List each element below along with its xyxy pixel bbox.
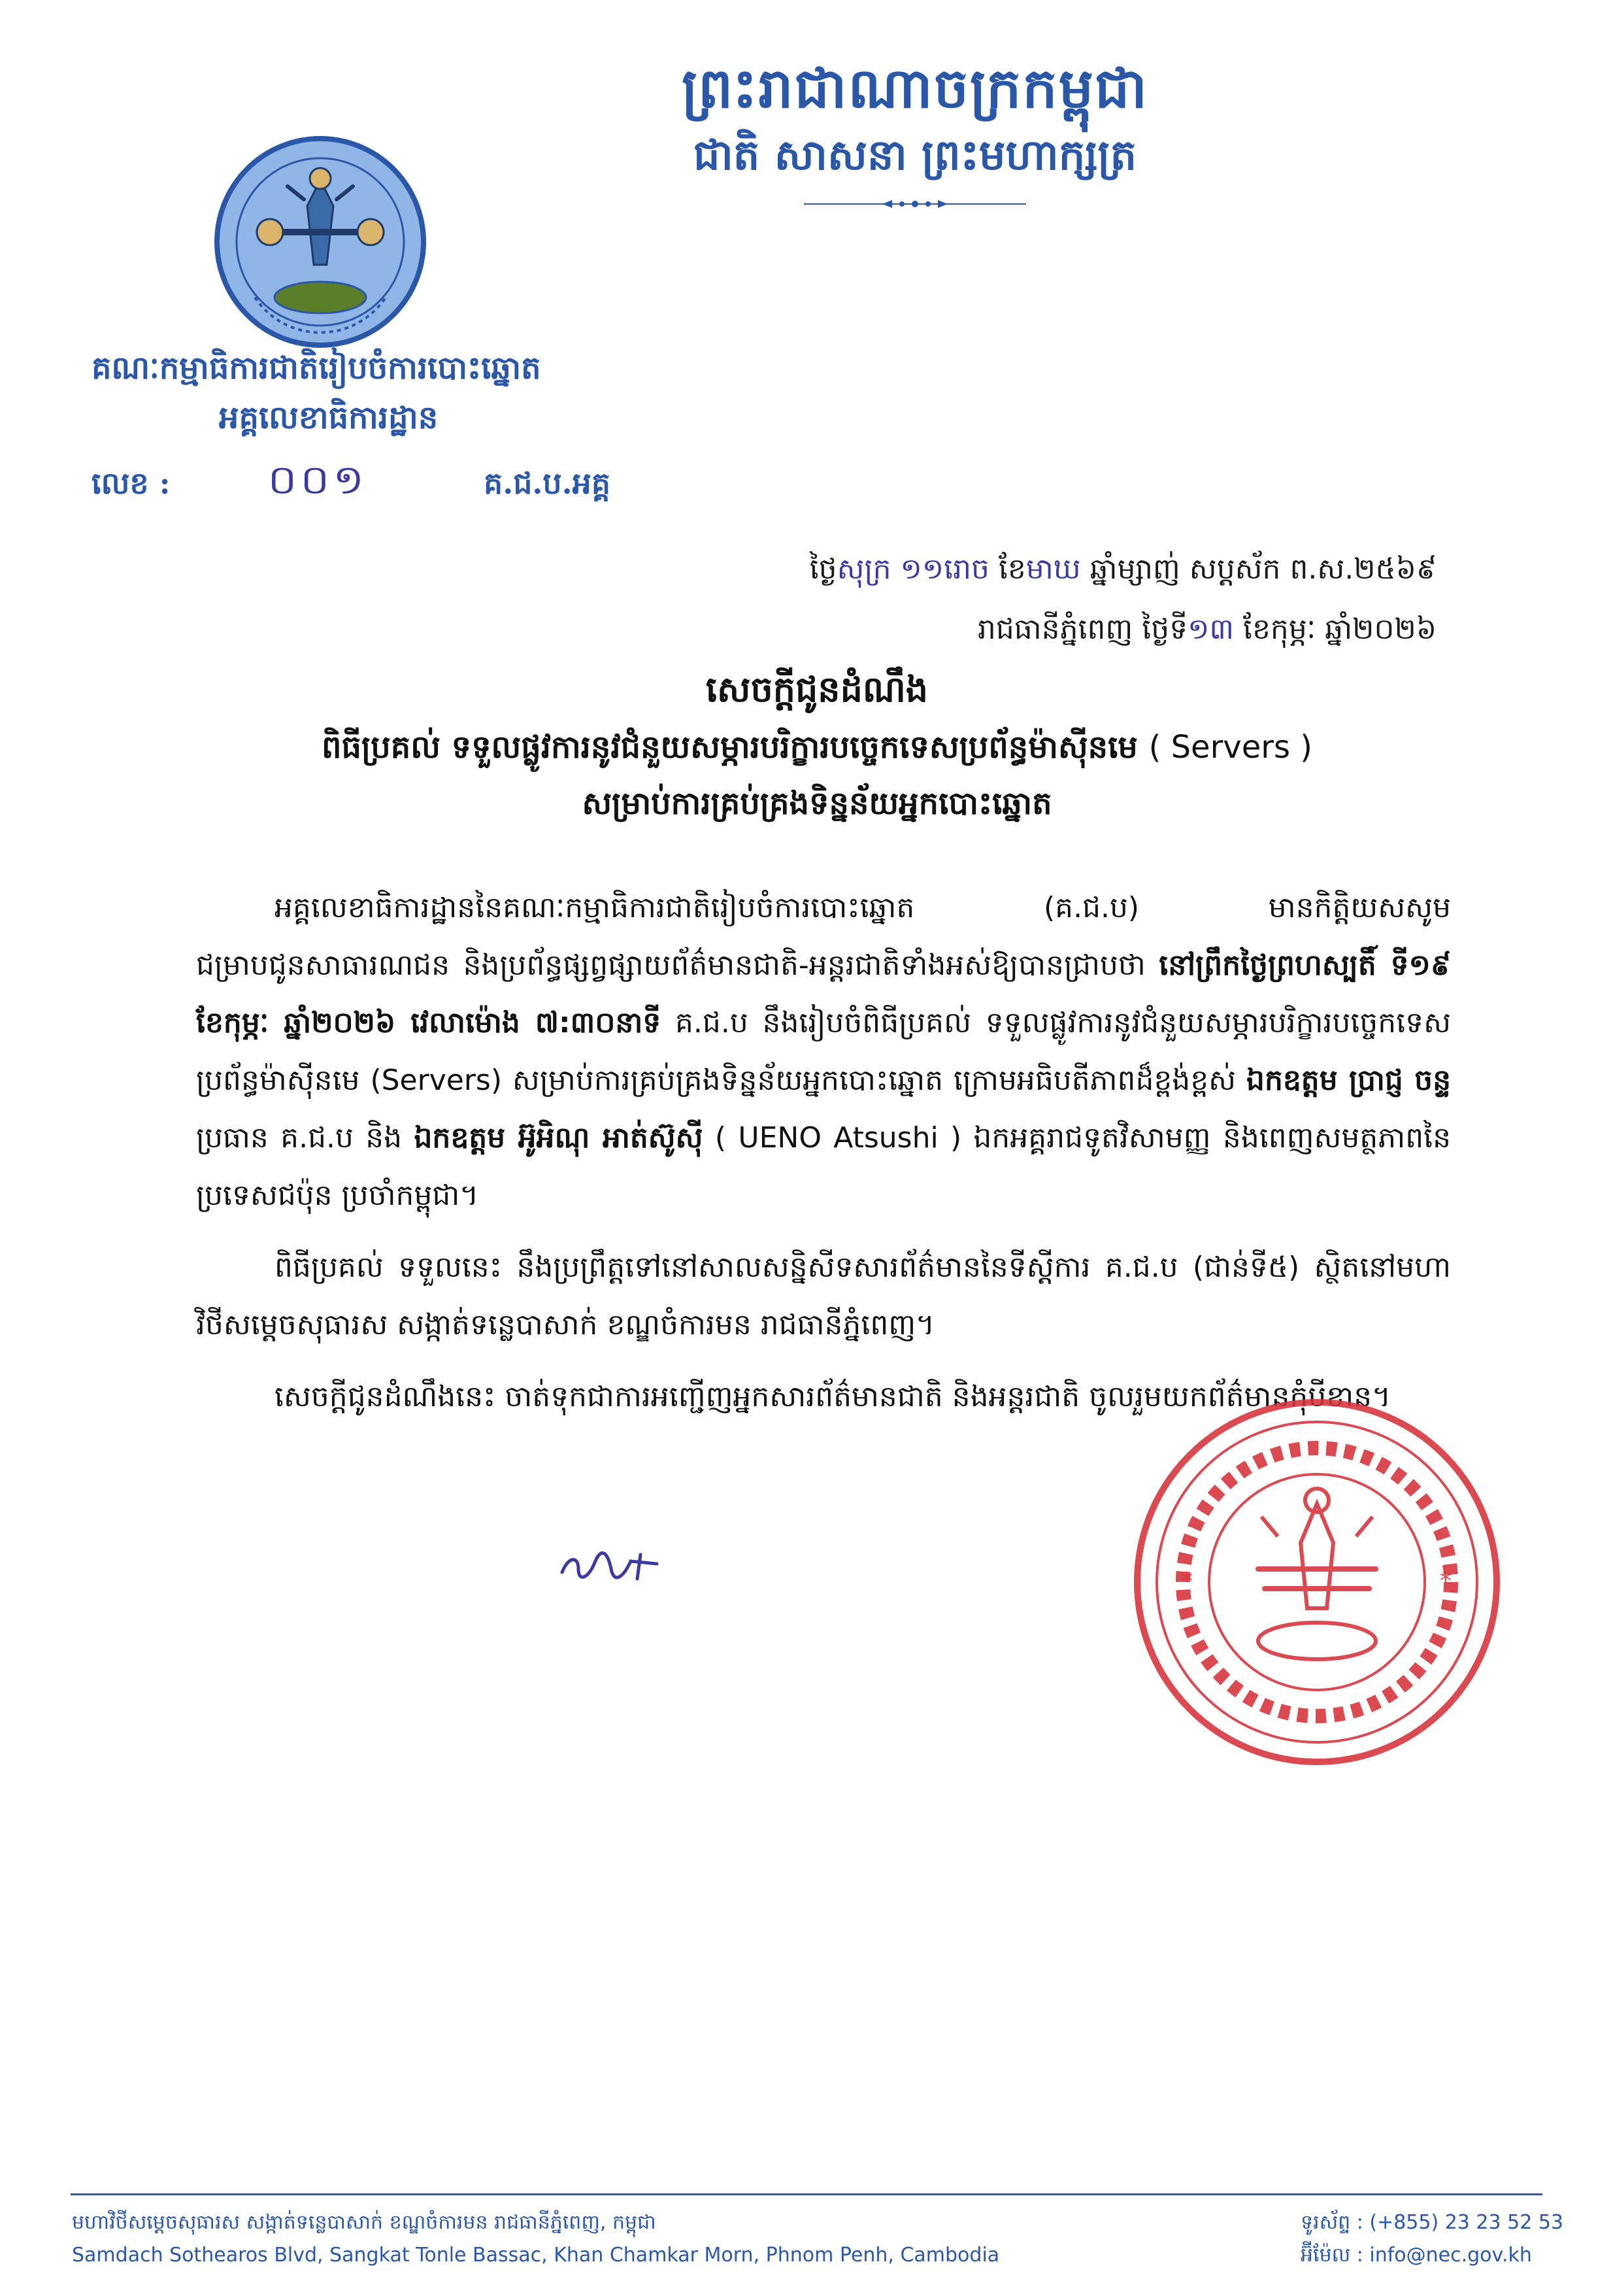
footer-address-english: Samdach Sothearos Blvd, Sangkat Tonle Bassac, Khan Chamkar Morn, Phnom Penh, Cambodia (72, 2244, 1000, 2267)
paragraph-1-d: ( UENO Atsushi ) ឯកអគ្គរាជទូតវិសាមញ្ញ និងពេញសមត្ថភាពនៃប្រទេសជប៉ុន ប្រចាំកម្ពុជា។ (196, 1121, 1452, 1212)
paragraph-3: សេចក្តីជូនដំណឹងនេះ ចាត់ទុកជាការអញ្ជើញអ្នកសារព័ត៌មានជាតិ និងអន្តរជាតិ ចូលរួមយកព័ត៌មានកុំបីខាន។ (274, 1380, 1391, 1413)
solar-day: ១៣ (1188, 613, 1235, 646)
title-block (157, 660, 1477, 832)
svg-text:*: * (1440, 1568, 1452, 1595)
lunar-date-prefix: ថ្ងៃ (809, 552, 837, 586)
solar-date (810, 599, 1437, 660)
lunar-day-handwritten: សុក្រ ១១រោច (837, 552, 989, 586)
footer-email-row (1301, 2239, 1563, 2272)
footer-phone-row (1301, 2206, 1563, 2239)
paragraph-1-president: ឯកឧត្តម ប្រាជ្ញ ចន្ទ (1246, 1064, 1451, 1097)
date-block (810, 539, 1437, 660)
footer-contact (1301, 2206, 1563, 2272)
solar-date-prefix: រាជធានីភ្នំពេញ ថ្ងៃទី (977, 613, 1188, 646)
footer-address (72, 2206, 999, 2272)
paragraph-1-c: ប្រធាន គ.ជ.ប និង (196, 1121, 403, 1155)
footer-email-label: អ៊ីម៉ែល : (1301, 2244, 1370, 2267)
ornament-divider-icon (804, 196, 1026, 212)
svg-text:*: * (1181, 1568, 1193, 1595)
nec-emblem-icon (212, 134, 428, 350)
document-body (196, 879, 1451, 1426)
paragraph-1 (196, 879, 1451, 1224)
lunar-date (810, 539, 1437, 599)
paragraph-1-datetime: នៅព្រឹកថ្ងៃព្រហស្បតិ៍ ទី១៩ ខែកុម្ភៈ ឆ្នាំ២០២៦ វេលាម៉ោង ៧:៣០នាទី (196, 949, 1451, 1039)
document-title: សេចក្តីជូនដំណឹង (705, 669, 929, 710)
document-subtitle-line-1 (157, 719, 1477, 775)
paragraph-2: ពិធីប្រគល់ ទទួលនេះ នឹងប្រព្រឹត្តទៅនៅសាលសន្និសីទសារព័ត៌មាននៃទីស្តីការ គ.ជ.ប (ជាន់ទី៥) ស្ថិតនៅមហាវិថីសម្តេចសុធារស សង្កាត់ទន្លេបាសាក់ ខណ្ឌចំការមន រាជធានីភ្នំពេញ។ (196, 1251, 1451, 1342)
reference-suffix: គ.ជ.ប.អគ្គ (484, 465, 611, 501)
lunar-month-label: ខែ (998, 552, 1026, 586)
footer-phone-label: ទូរស័ព្ទ : (1301, 2211, 1370, 2234)
reference-row (91, 454, 610, 514)
footer-address-khmer: មហាវិថីសម្តេចសុធារស សង្កាត់ទន្លេបាសាក់ ខណ្ឌចំការមន រាជធានីភ្នំពេញ, កម្ពុជា (72, 2211, 656, 2234)
paragraph-1-ambassador: ឯកឧត្តម អ៊ូអិណុ អាត់ស៊ូស៊ី (414, 1121, 703, 1155)
lunar-year: ឆ្នាំម្សាញ់ សប្តស័ក ព.ស.២៥៦៩ (1089, 552, 1437, 586)
kingdom-motto: ជាតិ សាសនា ព្រះមហាក្សត្រ (693, 131, 1137, 180)
lunar-month: មាឃ (1025, 552, 1081, 586)
institution-department: អគ្គលេខាធិការដ្ឋាន (219, 399, 439, 436)
footer-email[interactable]: info@nec.gov.kh (1369, 2244, 1532, 2267)
footer-phone: (+855) 23 23 52 53 (1369, 2211, 1564, 2234)
kingdom-header (588, 52, 1242, 214)
paragraph-1-a: អគ្គលេខាធិការដ្ឋាននៃគណៈកម្មាធិការជាតិរៀបចំការបោះឆ្នោត (គ.ជ.ប) មានកិត្តិយសសូមជម្រាបជូនសាធារណជន និងប្រព័ន្ធផ្សព្វផ្សាយព័ត៌មានជាតិ-អន្តរជាតិទាំងអស់ឱ្យបានជ្រាបថា (196, 891, 1451, 982)
document-subtitle-line-2: សម្រាប់ការគ្រប់គ្រងទិន្នន័យអ្នកបោះឆ្នោត (582, 785, 1052, 822)
initials-scribble-icon (559, 1549, 663, 1582)
official-seal-icon (1127, 1393, 1506, 1772)
reference-number: ០០១ (268, 456, 368, 503)
institution-name: គណៈកម្មាធិការជាតិរៀបចំការបោះឆ្នោត (91, 350, 541, 386)
paragraph-1-b: គ.ជ.ប នឹងរៀបចំពិធីប្រគល់ ទទួលផ្លូវការនូវជំនួយសម្ភារបរិក្ខារបច្ចេកទេសប្រព័ន្ធម៉ាស៊ីនមេ (Servers) សម្រាប់ការគ្រប់គ្រងទិន្នន័យអ្នកបោះឆ្នោត ក្រោមអធិបតីភាពដ៏ខ្ពង់ខ្ពស់ (196, 1006, 1451, 1097)
subtitle-khmer: ពិធីប្រគល់ ទទួលផ្លូវការនូវជំនួយសម្ភារបរិក្ខារបច្ចេកទេសប្រព័ន្ធម៉ាស៊ីនមេ (322, 729, 1138, 766)
footer-divider (71, 2193, 1542, 2195)
solar-date-rest: ខែកុម្ភៈ ឆ្នាំ២០២៦ (1243, 613, 1437, 646)
kingdom-title: ព្រះរាជាណាចក្រកម្ពុជា (681, 56, 1149, 120)
reference-label: លេខ : (91, 465, 171, 501)
institution-block (91, 343, 611, 503)
subtitle-latin: ( Servers ) (1148, 729, 1312, 766)
